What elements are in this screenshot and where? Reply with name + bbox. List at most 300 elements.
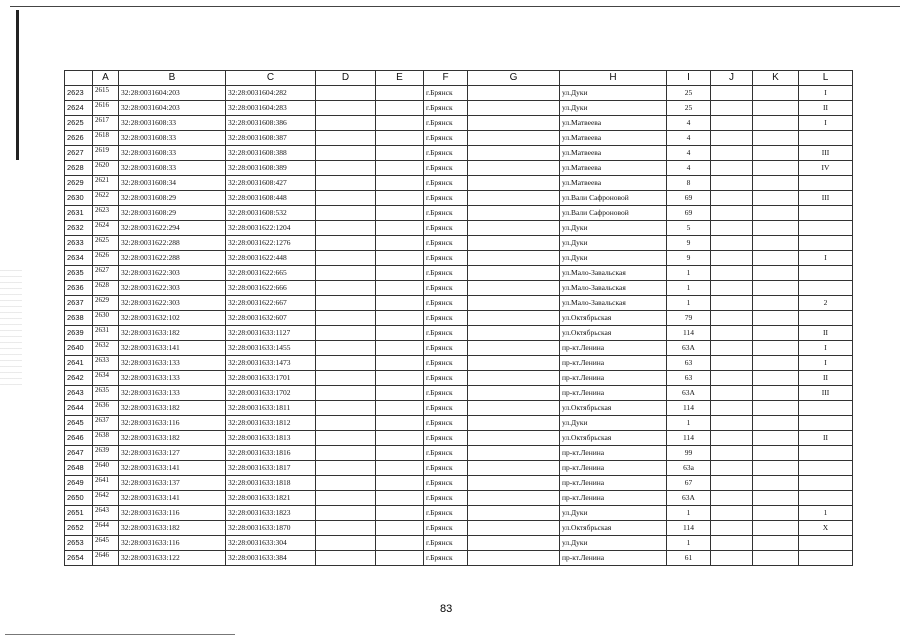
row-number-cell[interactable]: 2627 bbox=[65, 146, 93, 161]
column-header-l[interactable]: L bbox=[799, 71, 853, 86]
cell-b[interactable]: 32:28:0031608:29 bbox=[119, 191, 226, 206]
cell-c[interactable]: 32:28:0031633:1823 bbox=[226, 506, 316, 521]
cell-k[interactable] bbox=[753, 266, 799, 281]
cell-k[interactable] bbox=[753, 176, 799, 191]
cell-f[interactable]: г.Брянск bbox=[424, 296, 468, 311]
cell-a[interactable] bbox=[93, 446, 119, 461]
cell-f[interactable]: г.Брянск bbox=[424, 116, 468, 131]
cell-e[interactable] bbox=[376, 101, 424, 116]
cell-d[interactable] bbox=[316, 506, 376, 521]
cell-e[interactable] bbox=[376, 251, 424, 266]
cell-g[interactable] bbox=[468, 461, 560, 476]
cell-b[interactable]: 32:28:0031608:29 bbox=[119, 206, 226, 221]
cell-g[interactable] bbox=[468, 491, 560, 506]
cell-k[interactable] bbox=[753, 521, 799, 536]
cell-e[interactable] bbox=[376, 386, 424, 401]
cell-k[interactable] bbox=[753, 161, 799, 176]
cell-h[interactable]: ул.Мало-Завальская bbox=[560, 296, 667, 311]
cell-i[interactable]: 5 bbox=[667, 221, 711, 236]
cell-j[interactable] bbox=[711, 476, 753, 491]
row-number-cell[interactable]: 2654 bbox=[65, 551, 93, 566]
cell-a[interactable] bbox=[93, 116, 119, 131]
cell-a[interactable] bbox=[93, 386, 119, 401]
cell-f[interactable]: г.Брянск bbox=[424, 236, 468, 251]
cell-l[interactable]: I bbox=[799, 86, 853, 101]
cell-b[interactable]: 32:28:0031633:133 bbox=[119, 356, 226, 371]
cell-j[interactable] bbox=[711, 371, 753, 386]
cell-k[interactable] bbox=[753, 386, 799, 401]
cell-g[interactable] bbox=[468, 131, 560, 146]
cell-a[interactable] bbox=[93, 131, 119, 146]
cell-h[interactable]: пр-кт.Ленина bbox=[560, 356, 667, 371]
cell-e[interactable] bbox=[376, 146, 424, 161]
cell-e[interactable] bbox=[376, 221, 424, 236]
cell-f[interactable]: г.Брянск bbox=[424, 326, 468, 341]
cell-j[interactable] bbox=[711, 401, 753, 416]
cell-a[interactable] bbox=[93, 161, 119, 176]
cell-i[interactable]: 63а bbox=[667, 461, 711, 476]
cell-f[interactable]: г.Брянск bbox=[424, 191, 468, 206]
cell-e[interactable] bbox=[376, 521, 424, 536]
cell-h[interactable]: ул.Дуки bbox=[560, 416, 667, 431]
cell-h[interactable]: ул.Октябрьская bbox=[560, 431, 667, 446]
cell-c[interactable]: 32:28:0031622:1276 bbox=[226, 236, 316, 251]
cell-b[interactable]: 32:28:0031608:33 bbox=[119, 131, 226, 146]
cell-c[interactable]: 32:28:0031633:1701 bbox=[226, 371, 316, 386]
row-number-cell[interactable]: 2633 bbox=[65, 236, 93, 251]
cell-g[interactable] bbox=[468, 86, 560, 101]
cell-h[interactable]: пр-кт.Ленина bbox=[560, 461, 667, 476]
cell-i[interactable]: 114 bbox=[667, 431, 711, 446]
cell-l[interactable] bbox=[799, 176, 853, 191]
cell-i[interactable]: 114 bbox=[667, 326, 711, 341]
cell-h[interactable]: ул.Дуки bbox=[560, 101, 667, 116]
cell-b[interactable]: 32:28:0031633:141 bbox=[119, 491, 226, 506]
cell-i[interactable]: 69 bbox=[667, 206, 711, 221]
cell-l[interactable]: I bbox=[799, 356, 853, 371]
cell-c[interactable]: 32:28:0031608:427 bbox=[226, 176, 316, 191]
cell-l[interactable]: II bbox=[799, 326, 853, 341]
cell-h[interactable]: пр-кт.Ленина bbox=[560, 551, 667, 566]
cell-g[interactable] bbox=[468, 311, 560, 326]
cell-b[interactable]: 32:28:0031633:141 bbox=[119, 341, 226, 356]
cell-k[interactable] bbox=[753, 491, 799, 506]
cell-a[interactable] bbox=[93, 221, 119, 236]
cell-j[interactable] bbox=[711, 506, 753, 521]
cell-i[interactable]: 114 bbox=[667, 521, 711, 536]
cell-h[interactable]: пр-кт.Ленина bbox=[560, 341, 667, 356]
cell-i[interactable]: 99 bbox=[667, 446, 711, 461]
cell-b[interactable]: 32:28:0031622:288 bbox=[119, 236, 226, 251]
cell-j[interactable] bbox=[711, 101, 753, 116]
cell-g[interactable] bbox=[468, 551, 560, 566]
cell-a[interactable] bbox=[93, 326, 119, 341]
cell-f[interactable]: г.Брянск bbox=[424, 386, 468, 401]
cell-j[interactable] bbox=[711, 431, 753, 446]
row-number-cell[interactable]: 2644 bbox=[65, 401, 93, 416]
column-header-f[interactable]: F bbox=[424, 71, 468, 86]
cell-d[interactable] bbox=[316, 281, 376, 296]
cell-l[interactable] bbox=[799, 476, 853, 491]
cell-c[interactable]: 32:28:0031633:1127 bbox=[226, 326, 316, 341]
cell-c[interactable]: 32:28:0031633:1812 bbox=[226, 416, 316, 431]
cell-a[interactable] bbox=[93, 506, 119, 521]
row-number-cell[interactable]: 2649 bbox=[65, 476, 93, 491]
cell-d[interactable] bbox=[316, 101, 376, 116]
cell-k[interactable] bbox=[753, 191, 799, 206]
cell-e[interactable] bbox=[376, 371, 424, 386]
cell-i[interactable]: 63А bbox=[667, 341, 711, 356]
cell-i[interactable]: 1 bbox=[667, 536, 711, 551]
cell-h[interactable]: ул.Матвеева bbox=[560, 116, 667, 131]
cell-e[interactable] bbox=[376, 131, 424, 146]
cell-a[interactable] bbox=[93, 266, 119, 281]
cell-d[interactable] bbox=[316, 251, 376, 266]
cell-i[interactable]: 8 bbox=[667, 176, 711, 191]
cell-f[interactable]: г.Брянск bbox=[424, 176, 468, 191]
column-header-b[interactable]: B bbox=[119, 71, 226, 86]
cell-c[interactable]: 32:28:0031633:1813 bbox=[226, 431, 316, 446]
row-number-cell[interactable]: 2631 bbox=[65, 206, 93, 221]
cell-k[interactable] bbox=[753, 281, 799, 296]
cell-g[interactable] bbox=[468, 506, 560, 521]
cell-h[interactable]: ул.Октябрьская bbox=[560, 521, 667, 536]
cell-d[interactable] bbox=[316, 311, 376, 326]
cell-i[interactable]: 63А bbox=[667, 386, 711, 401]
cell-c[interactable]: 32:28:0031633:1816 bbox=[226, 446, 316, 461]
cell-d[interactable] bbox=[316, 146, 376, 161]
cell-f[interactable]: г.Брянск bbox=[424, 281, 468, 296]
cell-b[interactable]: 32:28:0031632:102 bbox=[119, 311, 226, 326]
cell-k[interactable] bbox=[753, 551, 799, 566]
cell-h[interactable]: ул.Мало-Завальская bbox=[560, 281, 667, 296]
cell-h[interactable]: ул.Дуки bbox=[560, 506, 667, 521]
cell-a[interactable] bbox=[93, 521, 119, 536]
cell-i[interactable]: 25 bbox=[667, 86, 711, 101]
cell-e[interactable] bbox=[376, 491, 424, 506]
cell-h[interactable]: ул.Матвеева bbox=[560, 131, 667, 146]
cell-g[interactable] bbox=[468, 266, 560, 281]
cell-d[interactable] bbox=[316, 476, 376, 491]
cell-e[interactable] bbox=[376, 161, 424, 176]
cell-b[interactable]: 32:28:0031633:182 bbox=[119, 431, 226, 446]
cell-c[interactable]: 32:28:0031633:384 bbox=[226, 551, 316, 566]
row-number-cell[interactable]: 2653 bbox=[65, 536, 93, 551]
cell-h[interactable]: ул.Дуки bbox=[560, 251, 667, 266]
cell-d[interactable] bbox=[316, 266, 376, 281]
cell-f[interactable]: г.Брянск bbox=[424, 356, 468, 371]
cell-i[interactable]: 1 bbox=[667, 506, 711, 521]
cell-j[interactable] bbox=[711, 131, 753, 146]
cell-e[interactable] bbox=[376, 326, 424, 341]
cell-c[interactable]: 32:28:0031608:448 bbox=[226, 191, 316, 206]
cell-e[interactable] bbox=[376, 311, 424, 326]
cell-b[interactable]: 32:28:0031604:203 bbox=[119, 86, 226, 101]
row-number-cell[interactable]: 2634 bbox=[65, 251, 93, 266]
cell-c[interactable]: 32:28:0031633:1473 bbox=[226, 356, 316, 371]
column-header-h[interactable]: H bbox=[560, 71, 667, 86]
cell-l[interactable] bbox=[799, 311, 853, 326]
cell-k[interactable] bbox=[753, 326, 799, 341]
cell-b[interactable]: 32:28:0031622:303 bbox=[119, 281, 226, 296]
cell-f[interactable]: г.Брянск bbox=[424, 551, 468, 566]
cell-g[interactable] bbox=[468, 206, 560, 221]
row-number-cell[interactable]: 2638 bbox=[65, 311, 93, 326]
cell-d[interactable] bbox=[316, 86, 376, 101]
cell-a[interactable] bbox=[93, 236, 119, 251]
cell-k[interactable] bbox=[753, 506, 799, 521]
cell-c[interactable]: 32:28:0031608:389 bbox=[226, 161, 316, 176]
cell-h[interactable]: ул.Дуки bbox=[560, 536, 667, 551]
cell-f[interactable]: г.Брянск bbox=[424, 491, 468, 506]
cell-g[interactable] bbox=[468, 296, 560, 311]
row-number-cell[interactable]: 2648 bbox=[65, 461, 93, 476]
cell-f[interactable]: г.Брянск bbox=[424, 446, 468, 461]
cell-k[interactable] bbox=[753, 356, 799, 371]
cell-c[interactable]: 32:28:0031633:1821 bbox=[226, 491, 316, 506]
cell-c[interactable]: 32:28:0031622:666 bbox=[226, 281, 316, 296]
cell-e[interactable] bbox=[376, 416, 424, 431]
cell-e[interactable] bbox=[376, 266, 424, 281]
cell-e[interactable] bbox=[376, 461, 424, 476]
column-header-e[interactable]: E bbox=[376, 71, 424, 86]
cell-d[interactable] bbox=[316, 551, 376, 566]
row-number-cell[interactable]: 2624 bbox=[65, 101, 93, 116]
cell-b[interactable]: 32:28:0031622:303 bbox=[119, 296, 226, 311]
row-number-cell[interactable]: 2643 bbox=[65, 386, 93, 401]
cell-h[interactable]: ул.Вали Сафроновой bbox=[560, 191, 667, 206]
cell-c[interactable]: 32:28:0031604:282 bbox=[226, 86, 316, 101]
cell-a[interactable] bbox=[93, 101, 119, 116]
cell-f[interactable]: г.Брянск bbox=[424, 461, 468, 476]
cell-k[interactable] bbox=[753, 446, 799, 461]
cell-k[interactable] bbox=[753, 236, 799, 251]
cell-l[interactable] bbox=[799, 416, 853, 431]
cell-d[interactable] bbox=[316, 386, 376, 401]
cell-k[interactable] bbox=[753, 371, 799, 386]
cell-d[interactable] bbox=[316, 401, 376, 416]
cell-j[interactable] bbox=[711, 251, 753, 266]
cell-i[interactable]: 1 bbox=[667, 266, 711, 281]
cell-b[interactable]: 32:28:0031604:203 bbox=[119, 101, 226, 116]
cell-b[interactable]: 32:28:0031633:141 bbox=[119, 461, 226, 476]
cell-a[interactable] bbox=[93, 371, 119, 386]
cell-c[interactable]: 32:28:0031622:667 bbox=[226, 296, 316, 311]
cell-c[interactable]: 32:28:0031622:448 bbox=[226, 251, 316, 266]
cell-g[interactable] bbox=[468, 371, 560, 386]
cell-l[interactable] bbox=[799, 131, 853, 146]
cell-d[interactable] bbox=[316, 371, 376, 386]
cell-k[interactable] bbox=[753, 401, 799, 416]
cell-a[interactable] bbox=[93, 296, 119, 311]
cell-d[interactable] bbox=[316, 161, 376, 176]
cell-f[interactable]: г.Брянск bbox=[424, 401, 468, 416]
cell-f[interactable]: г.Брянск bbox=[424, 416, 468, 431]
cell-h[interactable]: пр-кт.Ленина bbox=[560, 386, 667, 401]
cell-g[interactable] bbox=[468, 521, 560, 536]
cell-a[interactable] bbox=[93, 461, 119, 476]
cell-k[interactable] bbox=[753, 221, 799, 236]
cell-l[interactable]: III bbox=[799, 146, 853, 161]
column-header-d[interactable]: D bbox=[316, 71, 376, 86]
cell-c[interactable]: 32:28:0031633:304 bbox=[226, 536, 316, 551]
cell-k[interactable] bbox=[753, 101, 799, 116]
cell-i[interactable]: 1 bbox=[667, 296, 711, 311]
cell-a[interactable] bbox=[93, 86, 119, 101]
cell-c[interactable]: 32:28:0031604:283 bbox=[226, 101, 316, 116]
cell-l[interactable]: II bbox=[799, 431, 853, 446]
cell-i[interactable]: 63 bbox=[667, 371, 711, 386]
row-number-cell[interactable]: 2646 bbox=[65, 431, 93, 446]
cell-h[interactable]: пр-кт.Ленина bbox=[560, 491, 667, 506]
cell-j[interactable] bbox=[711, 461, 753, 476]
cell-h[interactable]: ул.Вали Сафроновой bbox=[560, 206, 667, 221]
cell-b[interactable]: 32:28:0031633:116 bbox=[119, 536, 226, 551]
cell-l[interactable] bbox=[799, 461, 853, 476]
column-header-i[interactable]: I bbox=[667, 71, 711, 86]
cell-e[interactable] bbox=[376, 281, 424, 296]
cell-g[interactable] bbox=[468, 536, 560, 551]
cell-k[interactable] bbox=[753, 536, 799, 551]
cell-f[interactable]: г.Брянск bbox=[424, 266, 468, 281]
cell-l[interactable] bbox=[799, 536, 853, 551]
cell-b[interactable]: 32:28:0031633:133 bbox=[119, 371, 226, 386]
cell-e[interactable] bbox=[376, 446, 424, 461]
cell-j[interactable] bbox=[711, 491, 753, 506]
row-number-cell[interactable]: 2651 bbox=[65, 506, 93, 521]
cell-j[interactable] bbox=[711, 356, 753, 371]
cell-j[interactable] bbox=[711, 191, 753, 206]
cell-j[interactable] bbox=[711, 326, 753, 341]
cell-f[interactable]: г.Брянск bbox=[424, 311, 468, 326]
cell-e[interactable] bbox=[376, 191, 424, 206]
cell-b[interactable]: 32:28:0031633:116 bbox=[119, 416, 226, 431]
cell-i[interactable]: 1 bbox=[667, 416, 711, 431]
row-number-cell[interactable]: 2623 bbox=[65, 86, 93, 101]
row-number-cell[interactable]: 2636 bbox=[65, 281, 93, 296]
cell-c[interactable]: 32:28:0031633:1818 bbox=[226, 476, 316, 491]
row-number-cell[interactable]: 2625 bbox=[65, 116, 93, 131]
cell-g[interactable] bbox=[468, 341, 560, 356]
cell-d[interactable] bbox=[316, 431, 376, 446]
cell-h[interactable]: ул.Октябрьская bbox=[560, 311, 667, 326]
cell-b[interactable]: 32:28:0031633:137 bbox=[119, 476, 226, 491]
cell-d[interactable] bbox=[316, 221, 376, 236]
cell-h[interactable]: ул.Дуки bbox=[560, 236, 667, 251]
cell-l[interactable] bbox=[799, 221, 853, 236]
cell-c[interactable]: 32:28:0031608:386 bbox=[226, 116, 316, 131]
cell-e[interactable] bbox=[376, 206, 424, 221]
cell-h[interactable]: пр-кт.Ленина bbox=[560, 476, 667, 491]
cell-j[interactable] bbox=[711, 176, 753, 191]
cell-k[interactable] bbox=[753, 311, 799, 326]
cell-l[interactable]: X bbox=[799, 521, 853, 536]
cell-f[interactable]: г.Брянск bbox=[424, 341, 468, 356]
cell-d[interactable] bbox=[316, 296, 376, 311]
row-number-cell[interactable]: 2650 bbox=[65, 491, 93, 506]
cell-a[interactable] bbox=[93, 311, 119, 326]
cell-k[interactable] bbox=[753, 131, 799, 146]
cell-c[interactable]: 32:28:0031622:665 bbox=[226, 266, 316, 281]
cell-d[interactable] bbox=[316, 446, 376, 461]
cell-c[interactable]: 32:28:0031633:1817 bbox=[226, 461, 316, 476]
cell-j[interactable] bbox=[711, 281, 753, 296]
cell-l[interactable] bbox=[799, 401, 853, 416]
cell-k[interactable] bbox=[753, 461, 799, 476]
cell-l[interactable]: IV bbox=[799, 161, 853, 176]
cell-j[interactable] bbox=[711, 146, 753, 161]
cell-k[interactable] bbox=[753, 116, 799, 131]
row-number-cell[interactable]: 2626 bbox=[65, 131, 93, 146]
cell-f[interactable]: г.Брянск bbox=[424, 521, 468, 536]
cell-g[interactable] bbox=[468, 356, 560, 371]
cell-j[interactable] bbox=[711, 206, 753, 221]
cell-l[interactable] bbox=[799, 491, 853, 506]
cell-d[interactable] bbox=[316, 461, 376, 476]
cell-g[interactable] bbox=[468, 431, 560, 446]
cell-a[interactable] bbox=[93, 341, 119, 356]
cell-g[interactable] bbox=[468, 446, 560, 461]
row-number-cell[interactable]: 2632 bbox=[65, 221, 93, 236]
cell-i[interactable]: 69 bbox=[667, 191, 711, 206]
cell-c[interactable]: 32:28:0031633:1870 bbox=[226, 521, 316, 536]
cell-d[interactable] bbox=[316, 491, 376, 506]
cell-i[interactable]: 79 bbox=[667, 311, 711, 326]
cell-b[interactable]: 32:28:0031633:122 bbox=[119, 551, 226, 566]
cell-i[interactable]: 9 bbox=[667, 251, 711, 266]
cell-a[interactable] bbox=[93, 551, 119, 566]
cell-g[interactable] bbox=[468, 281, 560, 296]
cell-c[interactable]: 32:28:0031608:388 bbox=[226, 146, 316, 161]
cell-f[interactable]: г.Брянск bbox=[424, 146, 468, 161]
row-number-cell[interactable]: 2641 bbox=[65, 356, 93, 371]
row-number-cell[interactable]: 2639 bbox=[65, 326, 93, 341]
cell-i[interactable]: 63 bbox=[667, 356, 711, 371]
cell-h[interactable]: ул.Дуки bbox=[560, 221, 667, 236]
cell-k[interactable] bbox=[753, 431, 799, 446]
cell-d[interactable] bbox=[316, 206, 376, 221]
cell-e[interactable] bbox=[376, 176, 424, 191]
cell-c[interactable]: 32:28:0031633:1702 bbox=[226, 386, 316, 401]
cell-c[interactable]: 32:28:0031633:1811 bbox=[226, 401, 316, 416]
cell-d[interactable] bbox=[316, 416, 376, 431]
cell-g[interactable] bbox=[468, 116, 560, 131]
column-header-a[interactable]: A bbox=[93, 71, 119, 86]
cell-b[interactable]: 32:28:0031622:294 bbox=[119, 221, 226, 236]
cell-i[interactable]: 1 bbox=[667, 281, 711, 296]
cell-j[interactable] bbox=[711, 161, 753, 176]
cell-j[interactable] bbox=[711, 116, 753, 131]
cell-i[interactable]: 67 bbox=[667, 476, 711, 491]
cell-k[interactable] bbox=[753, 296, 799, 311]
cell-b[interactable]: 32:28:0031622:288 bbox=[119, 251, 226, 266]
cell-d[interactable] bbox=[316, 341, 376, 356]
cell-l[interactable] bbox=[799, 446, 853, 461]
cell-b[interactable]: 32:28:0031633:133 bbox=[119, 386, 226, 401]
cell-f[interactable]: г.Брянск bbox=[424, 131, 468, 146]
cell-a[interactable] bbox=[93, 206, 119, 221]
cell-j[interactable] bbox=[711, 296, 753, 311]
cell-d[interactable] bbox=[316, 236, 376, 251]
cell-d[interactable] bbox=[316, 176, 376, 191]
cell-a[interactable] bbox=[93, 281, 119, 296]
cell-f[interactable]: г.Брянск bbox=[424, 506, 468, 521]
row-number-cell[interactable]: 2630 bbox=[65, 191, 93, 206]
cell-b[interactable]: 32:28:0031608:33 bbox=[119, 146, 226, 161]
cell-a[interactable] bbox=[93, 251, 119, 266]
cell-a[interactable] bbox=[93, 416, 119, 431]
cell-f[interactable]: г.Брянск bbox=[424, 86, 468, 101]
